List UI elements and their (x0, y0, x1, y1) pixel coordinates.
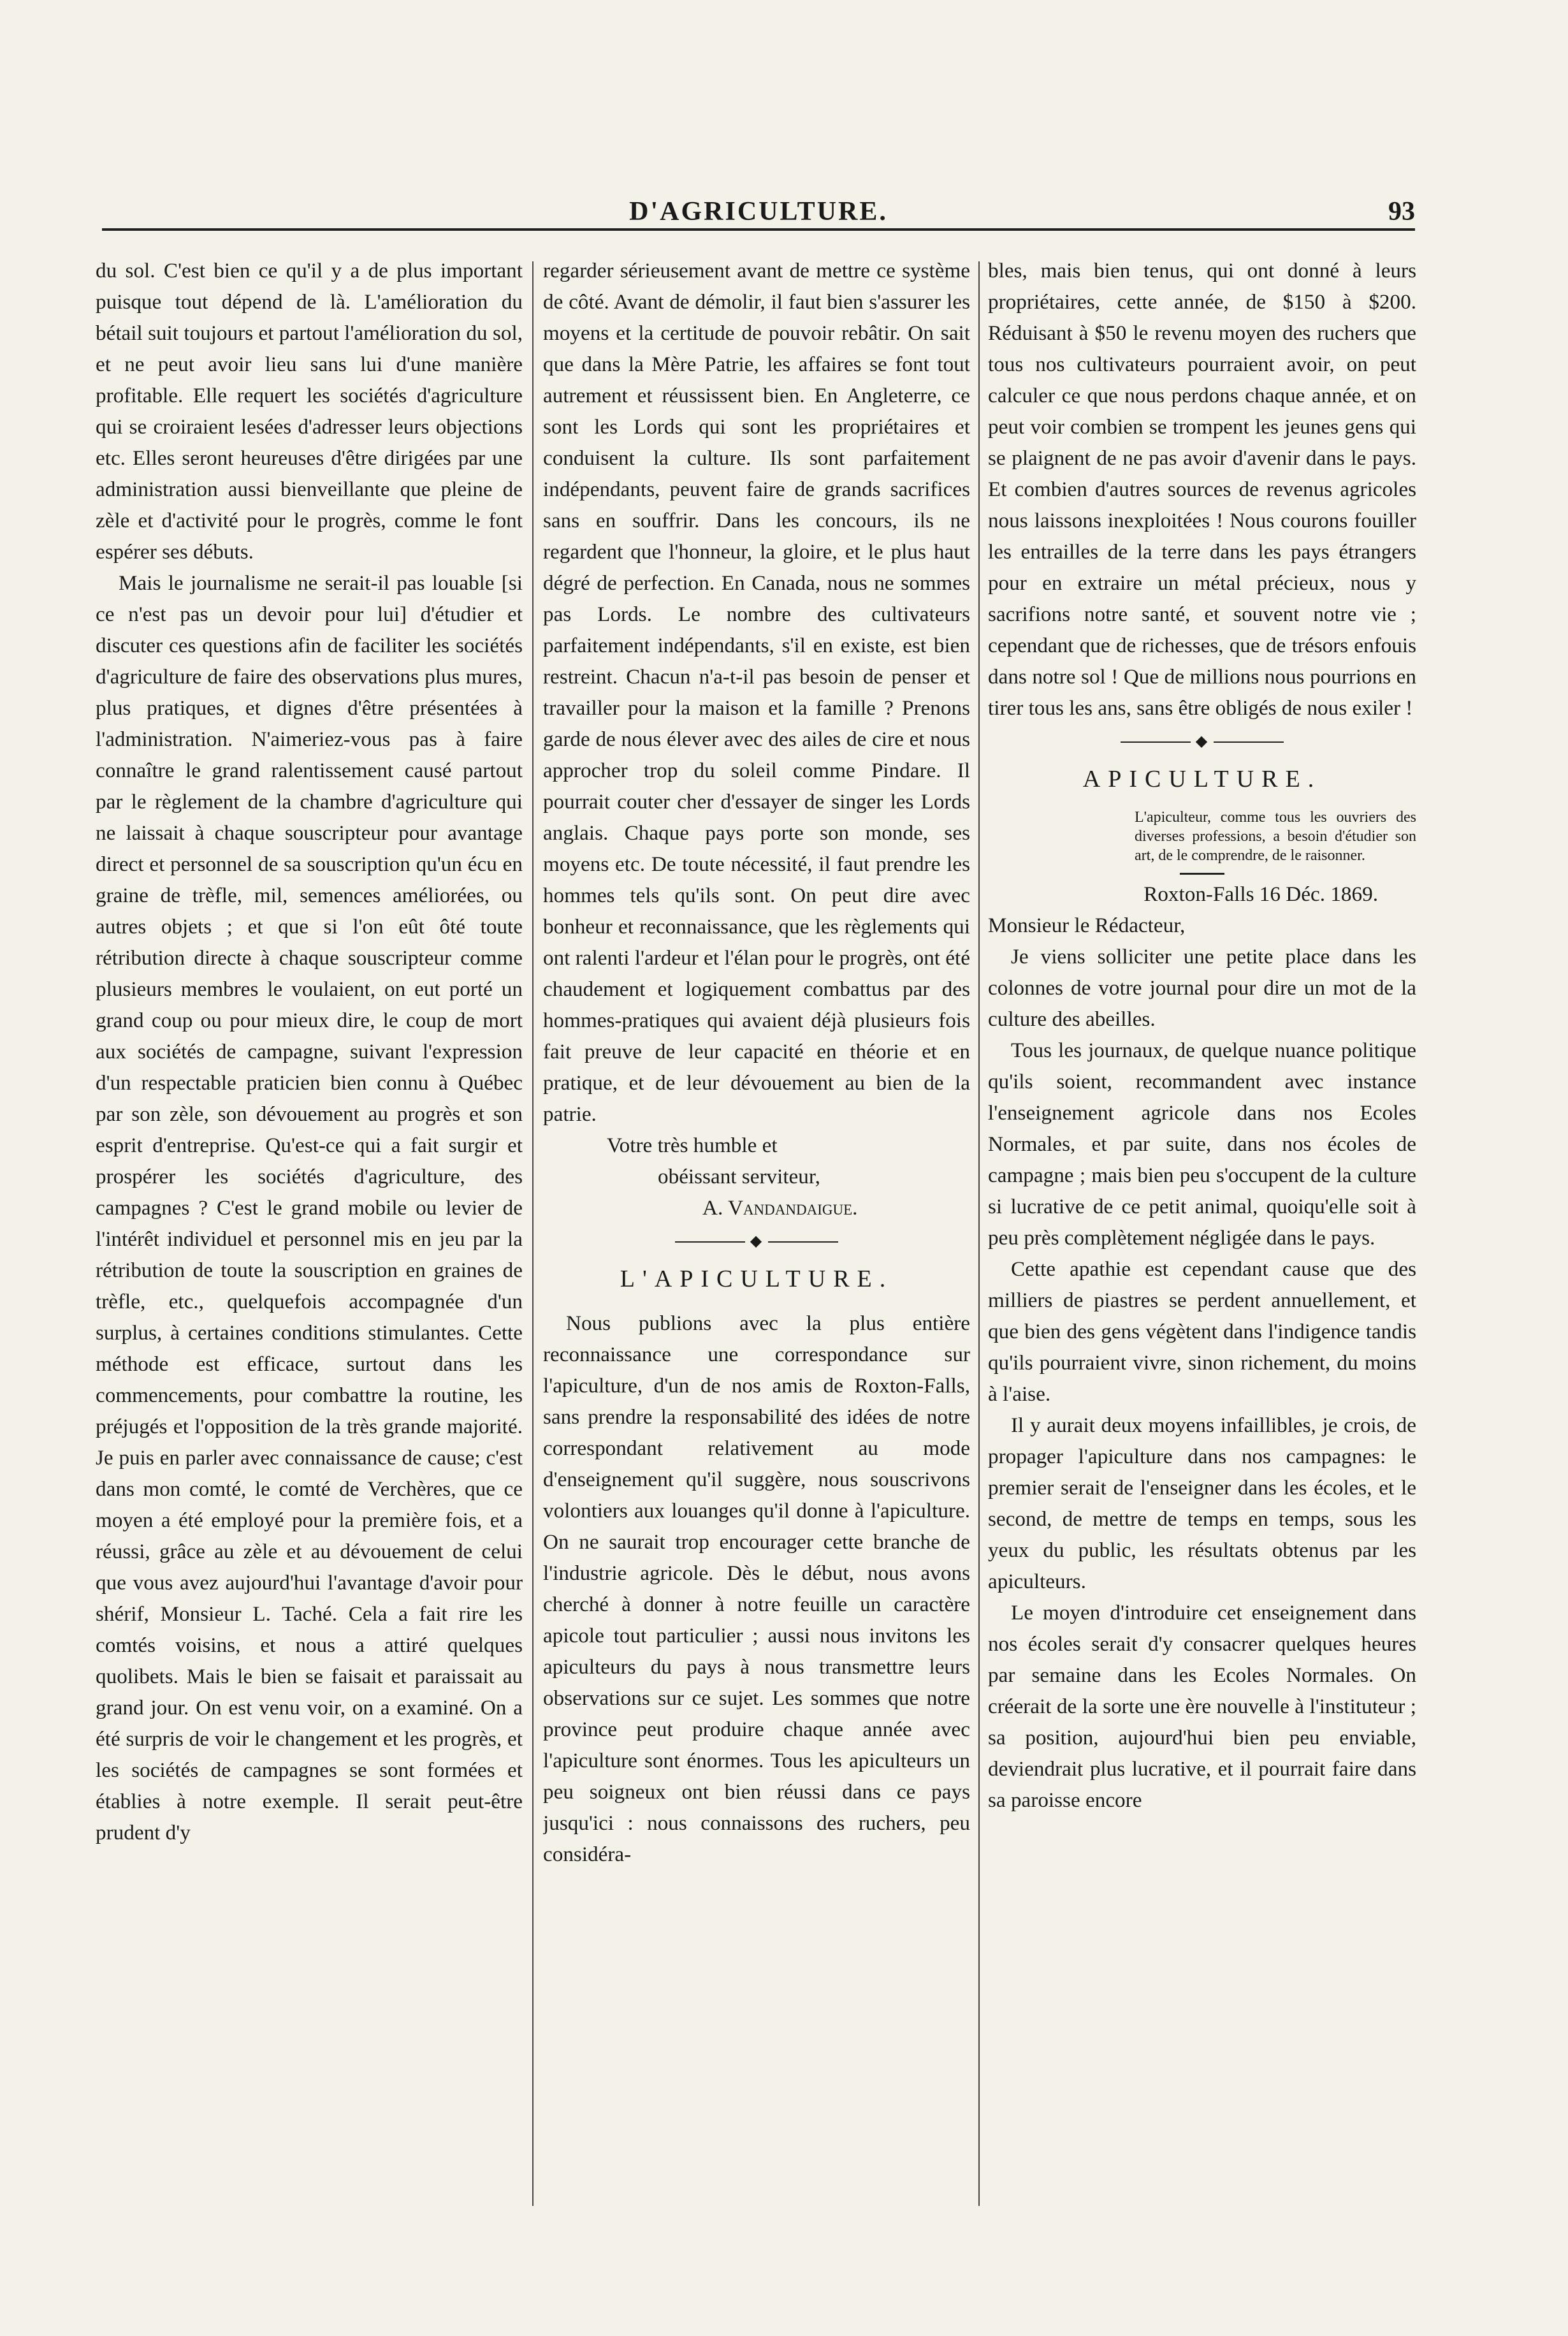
ornament-diamond-icon: ◆ (1195, 733, 1209, 750)
ornament-rule (675, 1241, 745, 1243)
paragraph: Le moyen d'introduire cet enseignement dans nos écoles serait d'y consacrer quelques heures par semaine dans les Ecoles Normales. On créerait de la sorte une ère nouvelle à l'instituteur ; sa position, aujourd'hui bien peu enviable, deviendrait plus lucrative, et il pourrait faire dans sa paroisse encore (988, 1601, 1416, 1812)
paragraph: bles, mais bien tenus, qui ont donné à leurs propriétaires, cette année, de $150 à $200. Réduisant à $50 le revenu moyen des ruchers que tous nos cultivateurs pourraient avoir, on peut calculer ce que nous perdons chaque année, et on peut voir combien se trompent les jeunes gens qui se plaignent de ne pas avoir d'avenir dans le pays. Et combien d'autres sources de revenus agricoles nous laissons inexploitées ! Nous courons fouiller les entrailles de la terre dans les pays étrangers pour en extraire un métal précieux, nous y sacrifions notre santé, et souvent notre vie ; cependant que de richesses, que de trésors enfouis dans notre sol ! Que de millions nous pourrions en tirer tous les ans, sans être obligés de nous exiler ! (988, 259, 1416, 720)
closing-line: obéissant serviteur, (658, 1165, 820, 1188)
section-title: APICULTURE. (1082, 766, 1322, 792)
letter-closing (543, 1130, 970, 1223)
column-divider (978, 261, 980, 2206)
paragraph: du sol. C'est bien ce qu'il y a de plus important puisque tout dépend de là. L'amélioration du bétail suit toujours et partout l'amélioration du sol, et ne peut avoir lieu sans lui d'une manière profitable. Elle requert les sociétés d'agriculture qui se croiraient lesées d'adresser leurs objections etc. Elles seront heureuses d'être dirigées par une administration aussi bienveillante que pleine de zèle et d'activité pour le progrès, comme le font espérer ses débuts. (96, 259, 523, 564)
column-divider (532, 261, 534, 2206)
ornament-rule (1214, 741, 1284, 743)
epigraph: L'apiculteur, comme tous les ouvriers des diverses professions, a besoin d'étudier son art, de le comprendre, de le raisonner. (1135, 809, 1416, 864)
running-title: D'AGRICULTURE. (629, 197, 888, 226)
column-3 (988, 255, 1416, 2212)
ornament-rule (1121, 741, 1191, 743)
signature: A. Vandandaigue. (702, 1196, 858, 1220)
paragraph: Il y aurait deux moyens infaillibles, je crois, de propager l'apiculture dans nos campagnes: le premier serait de l'enseigner dans les écoles, et le second, de mettre de temps en temps, sous les yeux du public, les résultats obtenus par les apiculteurs. (988, 1413, 1416, 1593)
paragraph: regarder sérieusement avant de mettre ce système de côté. Avant de démolir, il faut bien s'assurer les moyens et la certitude de pouvoir rebâtir. On sait que dans la Mère Patrie, les affaires se font tout autrement et réussissent bien. En Angleterre, ce sont les Lords qui sont les propriétaires et conduisent la culture. Ils sont parfaitement indépendants, peuvent faire de grands sacrifices sans en souffrir. Dans les concours, ils ne regardent que l'honneur, la gloire, et le plus haut dégré de perfection. En Canada, nous ne sommes pas Lords. Le nombre des cultivateurs parfaitement indépendants, s'il en existe, est bien restreint. Chacun n'a-t-il pas besoin de penser et travailler pour la maison et la famille ? Prenons garde de nous élever avec des ailes de cire et nous approcher trop du soleil comme Pindare. Il pourrait couter cher d'essayer de singer les Lords anglais. Chaque pays porte son monde, ses moyens etc. De toute nécessité, il faut prendre les hommes tels qu'ils sont. On peut dire avec bonheur et reconnaissance, que les règlements qui ont ralenti l'ardeur et l'élan pour le progrès, ont été chaudement et logiquement combattus par des hommes-pratiques qui avaient déjà plusieurs fois fait preuve de leur capacité en théorie et en pratique, et de leur dévouement au bien de la patrie. (543, 259, 970, 1126)
paragraph: Nous publions avec la plus entière reconnaissance une correspondance sur l'apiculture, d'un de nos amis de Roxton-Falls, sans prendre la responsabilité des idées de notre correspondant relativement au mode d'enseignement qu'il suggère, nous souscrivons volontiers aux louanges qu'il donne à l'apiculture. On ne saurait trop encourager cette branche de l'industrie agricole. Dès le début, nous avons cherché à donner à notre feuille un caractère apicole tout particulier ; aussi nous invitons les apiculteurs du pays à nous transmettre leurs observations sur ce sujet. Les sommes que notre province peut produire chaque année avec l'apiculture sont énormes. Tous les apiculteurs un peu soigneux ont bien réussi dans ce pays jusqu'ici : nous connaissons des ruchers, peu considéra- (543, 1311, 970, 1866)
paragraph: Cette apathie est cependant cause que des milliers de piastres se perdent annuellement, et que bien des gens végètent dans l'indigence tandis qu'ils pourraient vivre, sinon richement, du moins à l'aise. (988, 1257, 1416, 1406)
section-ornament (543, 1227, 970, 1255)
epigraph-rule (1180, 873, 1224, 875)
salutation: Monsieur le Rédacteur, (988, 914, 1186, 937)
ornament-diamond-icon: ◆ (750, 1233, 764, 1250)
paragraph: Tous les journaux, de quelque nuance politique qu'ils soient, recommandent avec instance l'enseignement agricole dans nos Ecoles Normales, et par suite, dans nos écoles de campagne ; mais bien peu s'occupent de la culture si lucrative de ce petit animal, quoiqu'elle soit à peu près complètement négligée dans le pays. (988, 1039, 1416, 1250)
page-number: 93 (1388, 197, 1415, 226)
section-title: L'APICULTURE. (620, 1266, 894, 1292)
closing-line: Votre très humble et (607, 1134, 778, 1157)
ornament-rule (768, 1241, 838, 1243)
paragraph: Mais le journalisme ne serait-il pas louable [si ce n'est pas un devoir pour lui] d'étudier et discuter ces questions afin de faciliter les sociétés d'agriculture de faire des observations plus mures, plus pratiques, et dignes d'être présentées à l'administration. N'aimeriez-vous pas à faire connaître le grand ralentissement causé partout par le règlement de la chambre d'agriculture qui ne laissait à chaque souscripteur pour avantage direct et personnel de sa souscription qu'un écu en graine de trèfle, mil, semences améliorées, ou autres objets ; et que si l'on eût ôté toute rétribution directe à chaque souscripteur comme plusieurs membres le voulaient, on eut porté un grand coup ou pour mieux dire, le coup de mort aux sociétés de campagne, suivant l'expression d'un respectable praticien bien connu à Québec par son zèle, son dévouement au progrès et son esprit d'entreprise. Qu'est-ce qui a fait surgir et prospérer les sociétés d'agriculture, des campagnes ? C'est le grand mobile ou levier de l'intérêt individuel et personnel mis en jeu par la rétribution de toute la souscription en graines de trèfle, etc., quelquefois accompagnée d'un surplus, à certaines conditions stimulantes. Cette méthode est efficace, surtout dans les commencements, pour combattre la routine, les préjugés et l'opposition de la très grande majorité. Je puis en parler avec connaissance de cause; c'est dans mon comté, le comté de Verchères, que ce moyen a été employé pour la première fois, et a réussi, grâce au zèle et au dévouement de celui que vous avez aujourd'hui l'avantage d'avoir pour shérif, Monsieur L. Taché. Cela a fait rire les comtés voisins, et nous a attiré quelques quolibets. Mais le bien se faisait et paraissait au grand jour. On est venu voir, on a examiné. On a été surpris de voir le changement et les progrès, et les sociétés de campagnes se sont formées et établies à notre exemple. Il serait peut-être prudent d'y (96, 571, 523, 1844)
column-2 (543, 255, 970, 2212)
paragraph: Je viens solliciter une petite place dans les colonnes de votre journal pour dire un mot de la culture des abeilles. (988, 945, 1416, 1031)
section-ornament (988, 727, 1416, 756)
column-1 (96, 255, 523, 2212)
header-rule (102, 228, 1415, 231)
dateline: Roxton-Falls 16 Déc. 1869. (1143, 882, 1378, 906)
